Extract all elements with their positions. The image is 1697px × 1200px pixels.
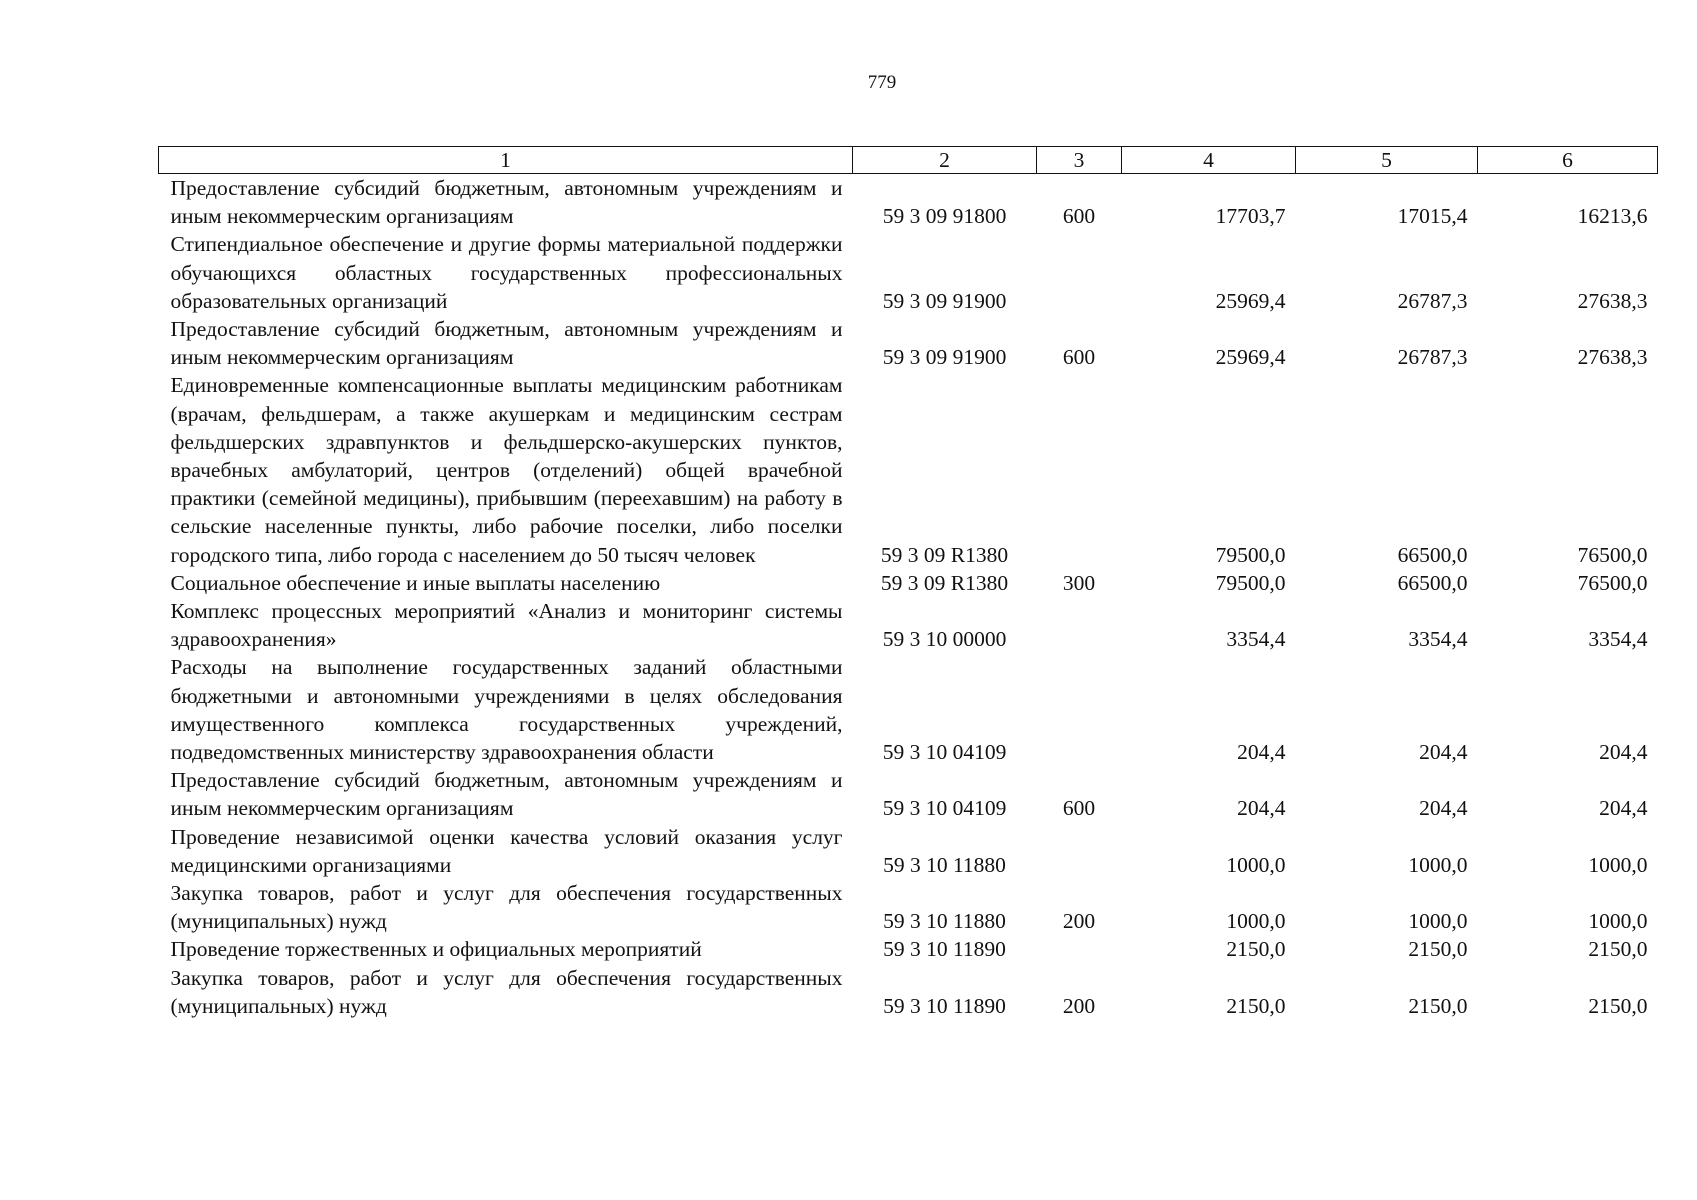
amount-col-5: 26787,3 [1397, 345, 1468, 370]
row-description: Единовременные компенсационные выплаты медицинским работникам (врачам, фельдшерам, а также акушеркам и медицинским сестрам фельдшерских здравпунктов и фельдшерско-акушерских пунктов, врачебных амбулаторий, центров (отделений) общей врачебной практики (семейной медицины), прибывшим (переехавшим) на работу в сельские населенные пункты, либо рабочие поселки, либо поселки городского типа, либо города с населением до 50 тысяч человек [170, 373, 843, 567]
column-header-4: 4 [1122, 147, 1296, 174]
amount-col-4: 25969,4 [1215, 345, 1286, 370]
table-row [159, 371, 1658, 568]
target-article-code: 59 3 09 91900 [882, 288, 1007, 313]
expense-type-code [1037, 597, 1122, 653]
amount-col-6: 1000,0 [1588, 852, 1648, 877]
target-article-code: 59 3 10 04109 [882, 740, 1007, 765]
amount-col-5: 3354,4 [1408, 627, 1468, 652]
amount-col-5: 66500,0 [1397, 542, 1468, 567]
amount-col-5: 1000,0 [1408, 852, 1468, 877]
amount-col-6: 16213,6 [1577, 204, 1648, 229]
expense-type-code [1037, 371, 1122, 568]
expense-type-code: 600 [1062, 796, 1096, 821]
amount-col-4: 17703,7 [1215, 204, 1286, 229]
expense-type-code: 200 [1062, 909, 1096, 934]
amount-col-6: 1000,0 [1588, 909, 1648, 934]
target-article-code: 59 3 09 91900 [882, 345, 1007, 370]
expense-type-code: 600 [1062, 345, 1096, 370]
column-header-1: 1 [159, 147, 853, 174]
target-article-code: 59 3 10 11880 [883, 909, 1006, 934]
expense-type-code [1037, 653, 1122, 766]
column-header-5: 5 [1296, 147, 1478, 174]
amount-col-4: 2150,0 [1226, 993, 1286, 1018]
amount-col-5: 1000,0 [1408, 909, 1468, 934]
table-row [159, 964, 1658, 1020]
amount-col-4: 3354,4 [1226, 627, 1286, 652]
amount-col-5: 66500,0 [1397, 570, 1468, 595]
target-article-code: 59 3 09 R1380 [880, 542, 1009, 567]
row-description: Комплекс процессных мероприятий «Анализ и мониторинг системы здравоохранения» [170, 599, 843, 652]
target-article-code: 59 3 10 11890 [883, 937, 1006, 962]
amount-col-6: 204,4 [1599, 796, 1648, 821]
expense-type-code: 200 [1062, 993, 1096, 1018]
column-header-6: 6 [1478, 147, 1658, 174]
expense-type-code: 600 [1062, 204, 1096, 229]
amount-col-6: 2150,0 [1588, 993, 1648, 1018]
expense-type-code [1037, 935, 1122, 963]
column-header-2: 2 [853, 147, 1037, 174]
expense-type-code: 300 [1062, 570, 1096, 595]
expense-type-code [1037, 823, 1122, 879]
row-description: Стипендиальное обеспечение и другие формы материальной поддержки обучающихся областных государственных профессиональных образовательных организаций [170, 232, 843, 313]
page-number: 779 [867, 72, 897, 93]
table-row [159, 315, 1658, 371]
table-row [159, 230, 1658, 315]
amount-col-6: 76500,0 [1577, 570, 1648, 595]
amount-col-6: 2150,0 [1588, 937, 1648, 962]
amount-col-4: 204,4 [1237, 740, 1286, 765]
target-article-code: 59 3 09 91800 [882, 204, 1007, 229]
amount-col-5: 26787,3 [1397, 288, 1468, 313]
amount-col-5: 204,4 [1419, 740, 1468, 765]
table-row [159, 766, 1658, 822]
row-description: Расходы на выполнение государственных заданий областными бюджетными и автономными учреждениями в целях обследования имущественного комплекса государственных учреждений, подведомственных министерству здравоохранения области [170, 655, 843, 765]
row-description: Закупка товаров, работ и услуг для обеспечения государственных (муниципальных) нужд [170, 881, 843, 934]
row-description: Социальное обеспечение и иные выплаты населению [170, 570, 661, 595]
row-description: Проведение торжественных и официальных мероприятий [170, 937, 702, 962]
amount-col-6: 204,4 [1599, 740, 1648, 765]
target-article-code: 59 3 10 11880 [883, 852, 1006, 877]
amount-col-6: 3354,4 [1588, 627, 1648, 652]
amount-col-6: 76500,0 [1577, 542, 1648, 567]
amount-col-4: 79500,0 [1215, 542, 1286, 567]
amount-col-4: 79500,0 [1215, 570, 1286, 595]
amount-col-4: 204,4 [1237, 796, 1286, 821]
column-header-3: 3 [1037, 147, 1122, 174]
row-description: Предоставление субсидий бюджетным, автономным учреждениям и иным некоммерческим организациям [170, 317, 843, 370]
target-article-code: 59 3 09 R1380 [880, 570, 1009, 595]
budget-table [158, 146, 1658, 1020]
table-row [159, 823, 1658, 879]
table-row [159, 935, 1658, 963]
table-header-row [159, 147, 1658, 174]
target-article-code: 59 3 10 04109 [882, 796, 1007, 821]
row-description: Предоставление субсидий бюджетным, автономным учреждениям и иным некоммерческим организациям [170, 768, 843, 821]
amount-col-6: 27638,3 [1577, 345, 1648, 370]
expense-type-code [1037, 230, 1122, 315]
table-row [159, 653, 1658, 766]
amount-col-5: 17015,4 [1397, 204, 1468, 229]
amount-col-6: 27638,3 [1577, 288, 1648, 313]
amount-col-4: 1000,0 [1226, 852, 1286, 877]
table-row [159, 569, 1658, 597]
amount-col-5: 204,4 [1419, 796, 1468, 821]
target-article-code: 59 3 10 00000 [882, 627, 1007, 652]
table-row [159, 174, 1658, 231]
row-description: Предоставление субсидий бюджетным, автономным учреждениям и иным некоммерческим организациям [170, 176, 843, 229]
row-description: Проведение независимой оценки качества условий оказания услуг медицинскими организациями [170, 824, 843, 877]
row-description: Закупка товаров, работ и услуг для обеспечения государственных (муниципальных) нужд [170, 965, 843, 1018]
target-article-code: 59 3 10 11890 [883, 993, 1006, 1018]
amount-col-4: 1000,0 [1226, 909, 1286, 934]
table-row [159, 597, 1658, 653]
table-row [159, 879, 1658, 935]
amount-col-5: 2150,0 [1408, 993, 1468, 1018]
amount-col-4: 25969,4 [1215, 288, 1286, 313]
amount-col-4: 2150,0 [1226, 937, 1286, 962]
amount-col-5: 2150,0 [1408, 937, 1468, 962]
